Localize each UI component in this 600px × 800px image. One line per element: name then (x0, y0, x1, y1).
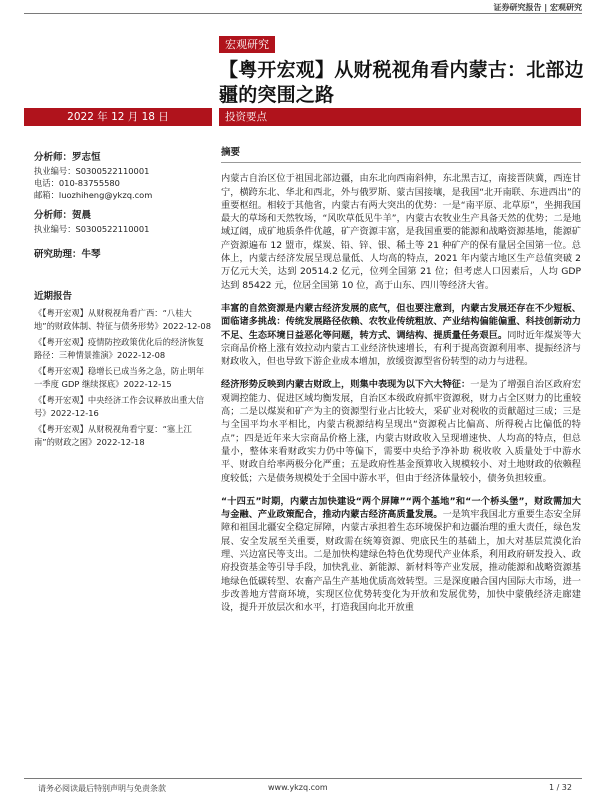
report-title: 【粤开宏观】从财税视角看内蒙古：北部边疆的突围之路 (219, 59, 584, 106)
recent-report-item[interactable]: 《【粤开宏观】从财税视角看广西：“八桂大地”的财政体制、特征与债务形势》2022-12-08 (34, 308, 211, 331)
analyst-2 (34, 210, 212, 235)
analyst-1 (34, 152, 212, 201)
recent-reports-title: 近期报告 (34, 291, 73, 302)
research-assistant: 研究助理：牛琴 (34, 249, 101, 260)
footer-url[interactable]: www.ykzq.com (268, 783, 328, 792)
footer-rule (24, 778, 582, 779)
section-label: 投资要点 (219, 108, 581, 126)
page-number: 1 / 32 (548, 783, 572, 792)
recent-report-item[interactable]: 《【粤开宏观】稳增长已成当务之急，防止明年一季度 GDP 继续探底》2022-12-15 (34, 366, 205, 389)
analyst-name: 分析师：贺晨 (34, 210, 92, 221)
sidebar (34, 152, 212, 448)
analyst-license: 执业编号：S0300522110001 (34, 224, 150, 234)
page-footer (0, 778, 600, 800)
main-content (221, 146, 581, 625)
paragraph-2: 丰富的自然资源是内蒙古经济发展的底气，但也要注意到，内蒙古发展还存在不少短板、面临诸多挑战：传统发展路径依赖、农牧业传统粗放、产业结构偏能偏重、科技创新动力不足、生态环境日益恶化等问题，转方式、调结构、提质量任务艰巨。同时近年煤炭等大宗商品价格上涨有效拉动内蒙古工业经济快速增长，有利于提高资源利用率、提振经济与财政收入，但也导致下游企业成本增加，放缓资源型省份转型的动力与进程。 (221, 302, 582, 368)
report-series: 证券研究报告 | 宏观研究 (493, 3, 582, 12)
analyst-name: 分析师：罗志恒 (34, 152, 101, 163)
analyst-email[interactable]: 邮箱：luozhiheng@ykzq.com (34, 190, 153, 200)
header-rule (24, 13, 582, 14)
abstract-heading: 摘要 (221, 147, 241, 158)
paragraph-4: “十四五”时期，内蒙古加快建设“两个屏障”“两个基地”和“一个桥头堡”，财政需加大与金融、产业政策配合，推动内蒙古经济高质量发展。一是筑牢我国北方重要生态安全屏障和祖国北疆安全稳定屏障，内蒙古承担着生态环境保护和边疆治理的重大责任，绿色发展、安全发展至关重要，财政需在统筹资源、兜底民生的基础上，加大对基层荒漠化治理、兴边富民等支出。二是加快构建绿色特色优势现代产业体系，利用政府研发投入、政府投资基金等引导手段，加快乳业、新能源、新材料等产业发展，推动能源和战略资源基地绿色低碳转型、农畜产品生产基地优质高效转型。三是深度融合国内国际大市场，进一步改善地方营商环境，实现区位优势转变化为开放和发展优势，加快中蒙俄经济走廊建设，提升开放层次和水平，打造我国向北开放重 (221, 495, 582, 614)
paragraph-1: 内蒙古自治区位于祖国北部边疆，由东北向西南斜伸，东北黑吉辽，南接晋陕冀，西连甘宁，横跨东北、华北和西北，外与俄罗斯、蒙古国接壤，是我国“北开南联、东进西出”的重要枢纽。相较于其他省，内蒙古有两大突出的优势：一是“南平原、北草原”，坐拥我国最大的草场和天然牧场，“风吹草低见牛羊”，内蒙古农牧业生产具备天然的优势；二是地域辽阔，成矿地质条件优越，矿产资源丰富，是我国重要的能源和战略资源基地，能源矿产资源遍布 12 盟市，煤炭、铅、锌、银、稀土等 21 种矿产的保有量居全国第一位。总体上，内蒙古经济发展呈现总量低、人均高的特点，2021 年内蒙古地区生产总值突破 2 万亿元大关，达到 20514.2 亿元，位列全国第 21 位；但考虑人口因素后，人均 GDP 达到 85422 元，位居全国第 10 位，高于山东、四川等经济大省。 (221, 173, 581, 291)
paragraph-3: 经济形势反映到内蒙古财政上，则集中表现为以下六大特征：一是为了增强自治区政府宏观调控能力、促进区域均衡发展，自治区本级政府抓牢资源税，财力占全区财力的比重较高；二是以煤炭和矿产为主的资源型行业占比较大，采矿业对税收的贡献超过三成；三是与全国平均水平相比，内蒙古税源结构呈现出“资源税占比偏高、所得税占比偏低的特点”；四是近年来大宗商品价格上涨，内蒙古财政收入呈现增速快、人均高的特点，但总量小，整体来看财政实力仍中等偏下，需要中央给予净补助 税收收 入质量处于中游水平、财政自给率两极分化严重；五是政府性基金预算收入规模较小、对土地财政的依赖程度较低；六是债务规模处于全国中游水平，但由于经济体量较小，债务负担较重。 (221, 379, 582, 484)
analyst-license: 执业编号：S0300522110001 (34, 166, 150, 176)
footer-disclaimer: 请务必阅读最后特别声明与免责条款 (38, 784, 166, 793)
recent-report-item[interactable]: 《【粤开宏观】疫情防控政策优化后的经济恢复路径：三种情景推演》2022-12-08 (34, 337, 205, 360)
recent-report-item[interactable]: 《【粤开宏观】中央经济工作会议释放出重大信号》2022-12-16 (34, 395, 205, 418)
analyst-phone: 电话：010-83755580 (34, 178, 120, 188)
page-header (0, 0, 600, 14)
abstract-rule (221, 162, 581, 163)
category-tag: 宏观研究 (219, 36, 275, 53)
recent-report-item[interactable]: 《【粤开宏观】从财税视角看宁夏：“塞上江南”的财政之困》2022-12-18 (34, 424, 192, 447)
report-date: 2022 年 12 月 18 日 (24, 108, 212, 126)
